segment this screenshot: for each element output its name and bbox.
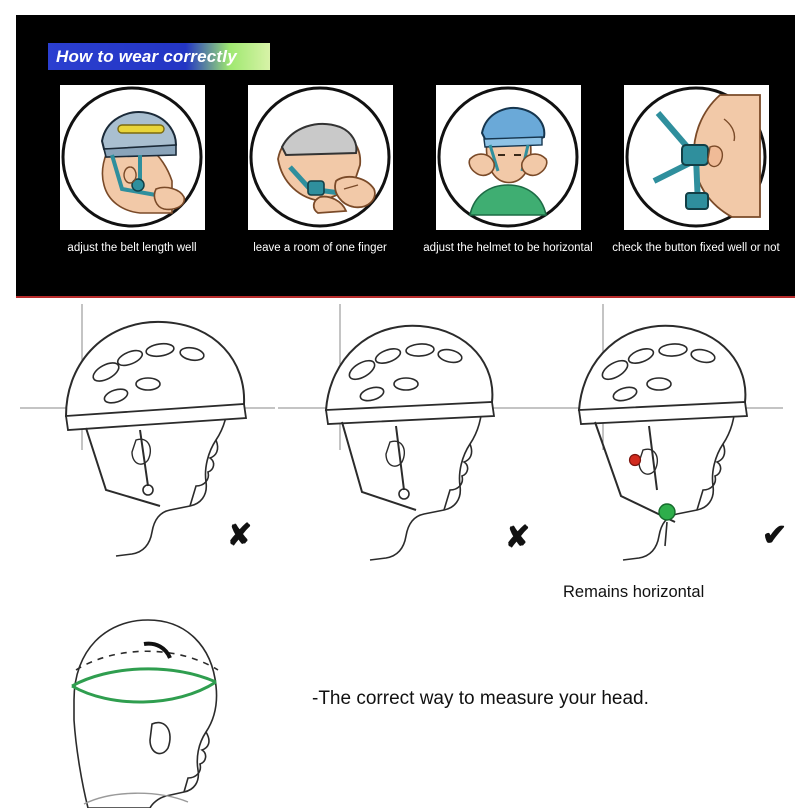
step-item-3	[420, 85, 596, 257]
buckle-check-icon	[624, 85, 769, 230]
helmet-side-adjust-icon	[60, 85, 205, 230]
panel-title-banner	[48, 43, 270, 70]
fit-figure-too-far-forward	[278, 300, 531, 570]
step-item-2	[232, 85, 408, 257]
fit-mark-1: ✘	[227, 519, 253, 552]
step-2-image	[248, 85, 393, 230]
step-4-image	[624, 85, 769, 230]
step-item-1	[44, 85, 220, 257]
helmet-fit-comparison-row	[0, 300, 811, 600]
head-measure-tape-diagram	[48, 608, 288, 808]
how-to-wear-panel	[16, 15, 795, 296]
measure-caption: -The correct way to measure your head.	[312, 688, 649, 709]
divider-line	[16, 296, 795, 298]
step-1-caption: adjust the belt length well	[67, 242, 197, 254]
steps-row	[44, 85, 784, 257]
step-2-caption: leave a room of one finger	[253, 242, 387, 254]
step-3-image	[436, 85, 581, 230]
fit-mark-2: ✘	[505, 521, 531, 554]
fit-mark-3: ✔	[762, 519, 788, 552]
fit-figure-correct	[525, 300, 788, 600]
step-3-caption: adjust the helmet to be horizontal	[423, 242, 593, 254]
step-4-caption: check the button fixed well or not	[612, 242, 780, 254]
helmet-level-icon	[436, 85, 581, 230]
step-item-4	[608, 85, 784, 257]
chin-strap-finger-icon	[248, 85, 393, 230]
panel-title-text: How to wear correctly	[56, 46, 237, 66]
step-1-image	[60, 85, 205, 230]
remains-horizontal-label: Remains horizontal	[563, 583, 705, 601]
